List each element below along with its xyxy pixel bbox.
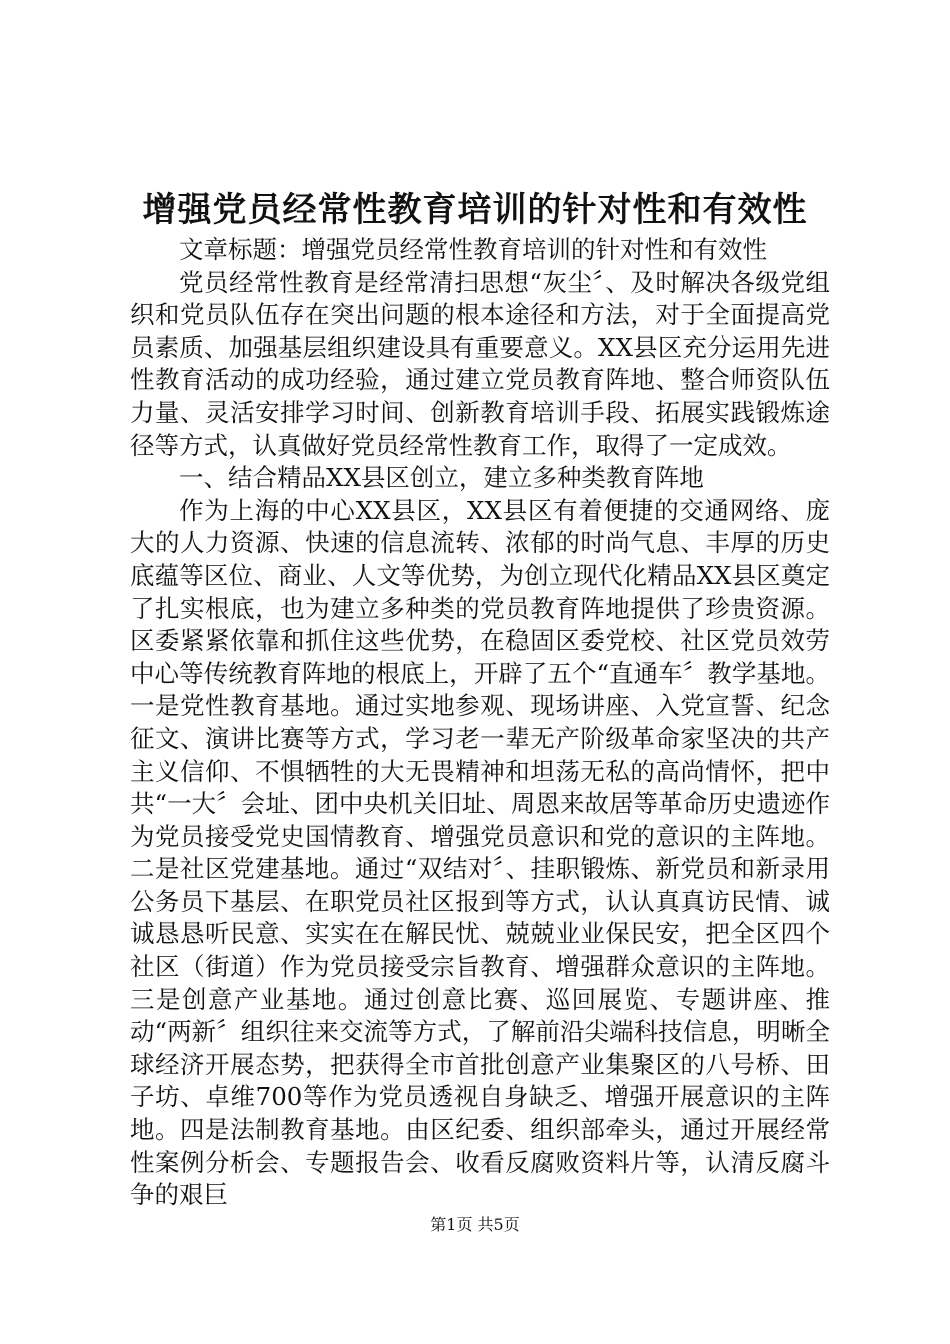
document-body [130, 234, 830, 1212]
document-title: 增强党员经常性教育培训的针对性和有效性 [142, 190, 808, 230]
section-1-paragraph: 作为上海的中心XX县区，XX县区有着便捷的交通网络、庞大的人力资源、快速的信息流转、浓郁的时尚气息、丰厚的历史底蕴等区位、商业、人文等优势，为创立现代化精品XX县区奠定了扎实根底，也为建立多种类的党员教育阵地提供了珍贵资源。区委紧紧依靠和抓住这些优势，在稳固区委党校、社区党员效劳中心等传统教育阵地的根底上，开辟了五个“直通车〞教学基地。一是党性教育基地。通过实地参观、现场讲座、入党宣誓、纪念征文、演讲比赛等方式，学习老一辈无产阶级革命家坚决的共产主义信仰、不惧牺牲的大无畏精神和坦荡无私的高尚情怀，把中共“一大〞会址、团中央机关旧址、周恩来故居等革命历史遗迹作为党员接受党史国情教育、增强党员意识和党的意识的主阵地。二是社区党建基地。通过“双结对〞、挂职锻炼、新党员和新录用公务员下基层、在职党员社区报到等方式，认认真真访民情、诚诚恳恳听民意、实实在在解民忧、兢兢业业保民安，把全区四个社区（街道）作为党员接受宗旨教育、增强群众意识的主阵地。三是创意产业基地。通过创意比赛、巡回展览、专题讲座、推动“两新〞组织往来交流等方式，了解前沿尖端科技信息，明晰全球经济开展态势，把获得全市首批创意产业集聚区的八号桥、田子坊、卓维700等作为党员透视自身缺乏、增强开展意识的主阵地。四是法制教育基地。由区纪委、组织部牵头，通过开展经常性案例分析会、专题报告会、收看反腐败资料片等，认清反腐斗争的艰巨 [130, 495, 830, 1210]
page-footer: 第1页 共5页 [430, 1215, 520, 1234]
section-heading-1: 一、结合精品XX县区创立，建立多种类教育阵地 [179, 463, 704, 493]
article-title-line: 文章标题：增强党员经常性教育培训的针对性和有效性 [179, 235, 767, 264]
intro-paragraph: 党员经常性教育是经常清扫思想“灰尘〞、及时解决各级党组织和党员队伍存在突出问题的根本途径和方法，对于全面提高党员素质、加强基层组织建设具有重要意义。XX县区充分运用先进性教育活动的成功经验，通过建立党员教育阵地、整合师资队伍力量、灵活安排学习时间、创新教育培训手段、拓展实践锻炼途径等方式，认真做好党员经常性教育工作，取得了一定成效。 [130, 267, 830, 460]
